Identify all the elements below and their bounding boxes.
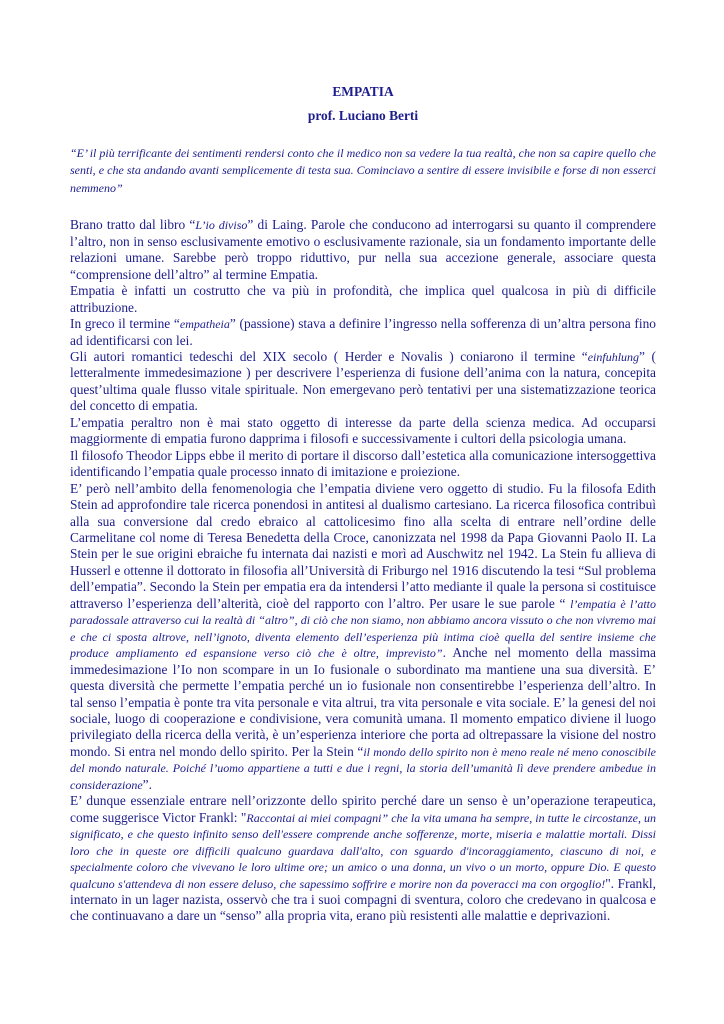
paragraph-1: Brano tratto dal libro “L’io diviso” di Laing. Parole che conducono ad interrogarsi su quanto il comprendere l’altro, non in senso esclusivamente emotivo o esclusivamente razionale, sia un fondamento importante delle relazioni umane. Sarebbe però troppo riduttivo, pur nella sua accezione generale, associare questa “comprensione dell’altro” al termine Empatia. bbox=[70, 217, 656, 282]
german-term: einfuhlung bbox=[587, 350, 640, 365]
frankl-quote: Raccontai ai miei compagni” che la vita umana ha sempre, in tutte le circostanze, un significato, e che questo infinito senso dell'essere comprende anche sofferenze, morte, miseria e malattie mortali. Dissi loro che in queste ore difficili qualcuno guardava dall'alto, con sguardo d'incoraggiamento, ciascuno di noi, e specialmente coloro che vivevano le loro ultime ore; un amico o una donna, un vivo o un morto, oppure Dio. E questo qualcuno s'attendeva di non essere deluso, che sapessimo soffrire e morire non da poveracci ma con orgoglio! bbox=[70, 810, 656, 891]
book-title: L’io diviso bbox=[195, 218, 248, 233]
paragraph-4: Gli autori romantici tedeschi del XIX secolo ( Herder e Novalis ) coniarono il termine “einfuhlung” ( letteralmente immedesimazione ) per descrivere l’esperienza di fusione dell’anima con la natura, concepita quest’ultima quale flusso vitale spirituale. Non emergevano però tentativi per una sistematizzazione teorica del concetto di empatia. bbox=[70, 349, 656, 414]
paragraph-7: E’ però nell’ambito della fenomenologia che l’empatia diviene vero oggetto di studio. Fu la filosofa Edith Stein ad approfondire tale ricerca ponendosi in antitesi al dualismo cartesiano. La ricerca filosofica contribuì alla sua conversione dal credo ebraico al cattolicesimo fino alla scelta di entrare nell’ordine delle Carmelitane col nome di Teresa Benedetta della Croce, canonizzata nel 1998 da Papa Giovanni Paolo II. La Stein per le sue origini ebraiche fu internata dai nazisti e morì ad Auschwitz nel 1942. La Stein fu allieva di Husserl e ottenne il dottorato in filosofia all’Università di Friburgo nel 1916 discutendo la tesi “Sul problema dell’empatia”. Secondo la Stein per empatia era da intendersi l’atto mediante il quale la persona si costituisce attraverso l’esperienza dell’alterità, cioè del rapporto con l’altro. Per usare le sue parole “ l’empatia è l’atto paradossale attraverso cui la realtà di “altro”, di ciò che non siamo, non abbiamo ancora vissuto o che non vivremo mai e che ci sposta altrove, nell’ignoto, diventa elemento dell’esperienza più intima cioè quella del sentire insieme che produce ampliamento ed espansione verso ciò che è oltre, imprevisto”. Anche nel momento della massima immedesimazione l’Io non scompare in un Io fusionale o subordinato ma mantiene una sua diversità. E’ questa diversità che permette l’empatia perché un io fusionale non consentirebbe l’esperienza dell’altro. In tal senso l’empatia è ponte tra vita personale e vita altrui, tra vita personale e vita sociale. E’ la genesi del noi sociale, luogo di cooperazione e condivisione, vera comunità umana. Il momento empatico diviene il luogo privilegiato della ricerca della verità, è un’esperienza interiore che porta ad oltrepassare la visione del nostro mondo. Si entra nel mondo dello spirito. Per la Stein “il mondo dello spirito non è meno reale né meno conoscibile del mondo naturale. Poiché l’uomo appartiene a tutti e due i regni, la storia dell’umanità lì deve prendere ambedue in considerazione”. bbox=[70, 480, 656, 792]
document-author: prof. Luciano Berti bbox=[307, 108, 419, 124]
opening-quote: “E’ il più terrificante dei sentimenti rendersi conto che il medico non sa vedere la tua realtà, che non sa capire quello che senti, e che sta andando avanti semplicemente di testa sua. Cominciavo a sentire di essere invisibile e forse di non esserci nemmeno” bbox=[70, 145, 656, 195]
paragraph-5: L’empatia peraltro non è mai stato oggetto di interesse da parte della scienza medica. Ad occuparsi maggiormente di empatia furono dapprima i filosofi e successivamente i cultori della psicologia umana. bbox=[70, 414, 656, 447]
paragraph-3: In greco il termine “empatheia” (passione) stava a definire l’ingresso nella sofferenza di un’altra persona fino ad identificarsi con lei. bbox=[70, 316, 656, 348]
document-page bbox=[70, 84, 656, 925]
stein-quote-2: il mondo dello spirito non è meno reale né meno conoscibile del mondo naturale. Poiché l’uomo appartiene a tutti e due i regni, la storia dell’umanità lì deve prendere ambedue in considerazione bbox=[70, 744, 656, 792]
paragraph-8: E’ dunque essenziale entrare nell’orizzonte dello spirito perché dare un senso è un’operazione terapeutica, come suggerisce Victor Frankl: "Raccontai ai miei compagni” che la vita umana ha sempre, in tutte le circostanze, un significato, e che questo infinito senso dell'essere comprende anche sofferenze, morte, miseria e malattie mortali. Dissi loro che in queste ore difficili qualcuno guardava dall'alto, con sguardo d'incoraggiamento, ciascuno di noi, e specialmente coloro che vivevano le loro ultime ore; un amico o una donna, un vivo o un morto, oppure Dio. E questo qualcuno s'attendeva di non essere deluso, che sapessimo soffrire e morire non da poveracci ma con orgoglio!". Frankl, internato in un lager nazista, osservò che tra i suoi compagni di sventura, coloro che credevano in qualcosa e che continuavano a dare un “senso” alla propria vita, erano più resistenti alle malattie e deprivazioni. bbox=[70, 793, 656, 924]
paragraph-6: Il filosofo Theodor Lipps ebbe il merito di portare il discorso dall’estetica alla comunicazione intersoggettiva identificando l’empatia quale processo innato di imitazione e proiezione. bbox=[70, 447, 656, 480]
document-body bbox=[70, 217, 656, 924]
stein-quote: l’empatia è l’atto paradossale attraverso cui la realtà di “altro”, di ciò che non siamo, non abbiamo ancora vissuto o che non vivremo mai e che ci sposta altrove, nell’ignoto, diventa elemento dell’esperienza più intima cioè quella del sentire insieme che produce ampliamento ed espansione verso ciò che è oltre, imprevisto” bbox=[70, 596, 656, 661]
greek-term: empatheia bbox=[179, 317, 230, 332]
paragraph-2: Empatia è infatti un costrutto che va più in profondità, che implica quel qualcosa in più di difficile attribuzione. bbox=[70, 283, 656, 315]
document-title: EMPATIA bbox=[332, 84, 394, 99]
